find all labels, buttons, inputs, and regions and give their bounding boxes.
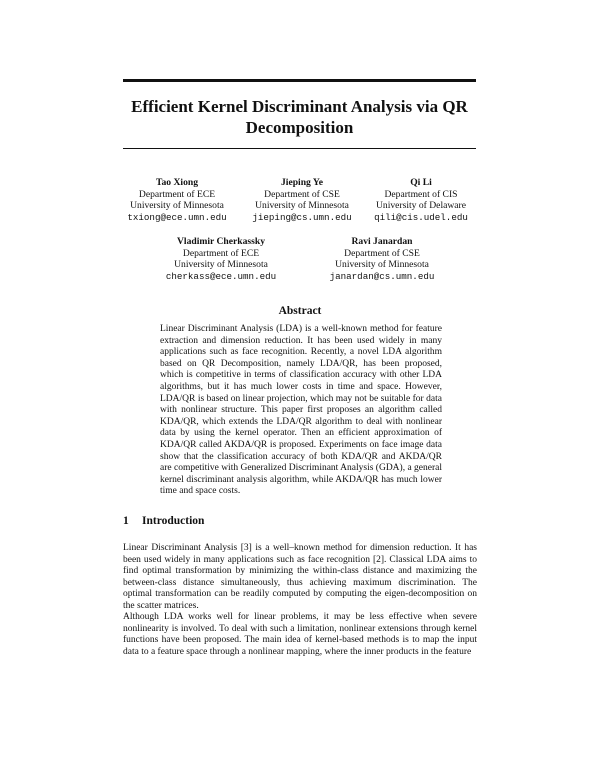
author-department: Department of CIS xyxy=(384,188,458,200)
author-department: Department of CSE xyxy=(344,247,420,259)
author-university: University of Minnesota xyxy=(335,259,429,270)
author-email[interactable]: cherkass@ece.umn.edu xyxy=(165,270,277,282)
paragraph: Although LDA works well for linear problems, it may be less effective when severe nonlinearity is involved. To deal with such a limitation, nonlinear extensions through kernel functions have been proposed. The main idea of kernel-based methods is to map the input data to a feature space through a nonlinear mapping, where the inner products in the feature xyxy=(123,612,477,657)
author-name: Vladimir Cherkassky xyxy=(176,236,266,247)
author-block xyxy=(157,236,285,282)
author-block xyxy=(244,177,360,223)
author-university: University of Delaware xyxy=(375,200,467,211)
author-block xyxy=(122,177,232,223)
author-department: Department of ECE xyxy=(138,188,216,200)
author-block xyxy=(318,236,446,282)
section-title: Introduction xyxy=(142,515,205,527)
author-department: Department of ECE xyxy=(182,247,260,259)
author-university: University of Minnesota xyxy=(130,200,224,211)
abstract-heading: Abstract xyxy=(278,305,322,317)
author-name: Tao Xiong xyxy=(155,177,199,188)
author-email[interactable]: txiong@ece.umn.edu xyxy=(127,211,227,223)
section-heading xyxy=(123,515,204,527)
paper-title: Efficient Kernel Discriminant Analysis via QR Decomposition xyxy=(131,97,468,137)
author-email[interactable]: jieping@cs.umn.edu xyxy=(252,211,352,223)
author-university: University of Minnesota xyxy=(255,200,349,211)
author-email[interactable]: qili@cis.udel.edu xyxy=(374,211,468,223)
author-university: University of Minnesota xyxy=(174,259,268,270)
author-block xyxy=(364,177,478,223)
abstract-text: Linear Discriminant Analysis (LDA) is a well-known method for feature extraction and dimension reduction. It has been used widely in many applications such as face recognition. Recently, a novel LDA algorithm based on QR Decomposition, namely LDA/QR, has been proposed, which is competitive in terms of classification accuracy with other LDA algorithms, but it has much lower costs in time and space. However, LDA/QR is based on linear projection, which may not be suitable for data with nonlinear structure. This paper first proposes an algorithm called KDA/QR, which extends the LDA/QR algorithm to deal with nonlinear data by using the kernel operator. Then an efficient approximation of KDA/QR called AKDA/QR is proposed. Experiments on face image data show that the classification accuracy of both KDA/QR and AKDA/QR are competitive with Generalized Discriminant Analysis (GDA), a general kernel discriminant analysis algorithm, while AKDA/QR has much lower time and space costs. xyxy=(160,324,442,497)
section-number: 1 xyxy=(123,515,129,527)
author-department: Department of CSE xyxy=(264,188,340,200)
author-name: Ravi Janardan xyxy=(351,236,413,247)
author-name: Jieping Ye xyxy=(280,177,324,188)
author-email[interactable]: janardan@cs.umn.edu xyxy=(329,270,435,282)
paragraph: Linear Discriminant Analysis [3] is a well–known method for dimension reduction. It has been used widely in many applications such as face recognition [2]. Classical LDA aims to find optimal transformation by minimizing the within-class distance and maximizing the between-class distance simultaneously, thus achieving maximum discrimination. The optimal transformation can be readily computed by computing the eigen-decomposition on the scatter matrices. xyxy=(123,543,477,611)
title-top-rule xyxy=(123,79,476,82)
author-name: Qi Li xyxy=(410,177,432,188)
title-bottom-rule xyxy=(123,148,476,149)
